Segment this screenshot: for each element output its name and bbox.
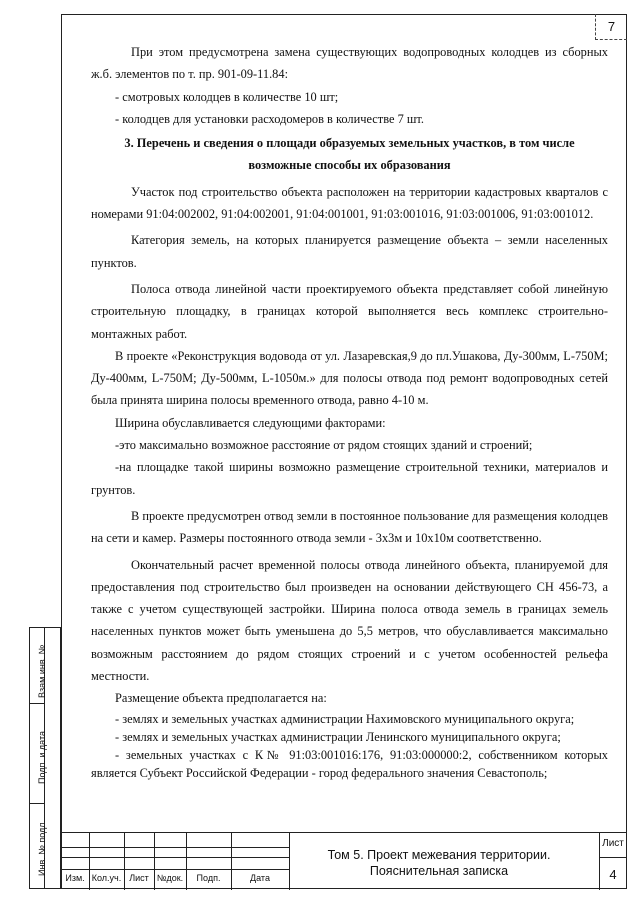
col-list: Лист — [129, 873, 149, 883]
paragraph-project: В проекте «Реконструкция водовода от ул. Лазаревская,9 до пл.Ушакова, Ду-300мм, L-750М; Ду-400мм, L-750М; Ду-500мм, L-1050м.» для полосы отвода под ремонт водопроводных сетей была принята ширина полосы временного отвода, равно 4-10 м. — [91, 348, 608, 408]
paragraph-cadastral: Участок под строительство объекта расположен на территории кадастровых кварталов с номерами 91:04:002002, 91:04:002001, 91:04:001001, 91:03:001016, 91:03:001006, 91:03:001012. — [91, 184, 608, 222]
col-data: Дата — [250, 873, 270, 883]
col-podp: Подп. — [196, 873, 221, 883]
document-title-line1: Том 5. Проект межевания территории. — [327, 848, 551, 862]
stamp-cell-vzam — [30, 628, 45, 704]
paragraph-width-factors: Ширина обуславливается следующими факторами: — [115, 415, 386, 430]
list-item-machinery: -на площадке такой ширины возможно размещение строительной техники, материалов и грунтов. — [91, 460, 608, 497]
paragraph-allotment-strip: Полоса отвода линейной части проектируемого объекта представляет собой линейную строительную площадку, в границах которой выполняется весь комплекс строительно-монтажных работ. — [91, 281, 608, 341]
document-title-line2: Пояснительная записка — [369, 864, 509, 878]
document-body — [91, 41, 608, 782]
paragraph-placement: Размещение объекта предполагается на: — [115, 691, 327, 706]
paragraph-final-calculation: Окончательный расчет временной полосы отвода линейного объекта, планируемой для предоставления под строительство был произведен на основании действующего СН 456-73, а также с учетом существующей застройки. Ширина полоса отвода земель в границах земель населенных пунктов может быть уменьшена до 5,5 метров, что обуславливается максимально возможным расстоянием до рядом стоящих строений и с учетом особенностей рельефа местности. — [91, 557, 608, 684]
page-corner-number: 7 — [595, 14, 627, 40]
list-item-nakhimov: - землях и земельных участках администрации Нахимовского муниципального округа; — [115, 711, 575, 726]
stamp-label-inv: Инв. № подл. — [37, 819, 47, 876]
side-stamp — [29, 627, 61, 889]
stamp-label-vzam: Взам.инв. № — [37, 644, 47, 698]
section-heading: 3. Перечень и сведения о площади образуемых земельных участков, в том числе возможные способы их образования — [124, 136, 575, 173]
col-ndok: №док. — [156, 873, 184, 883]
list-item-parcels: - земельных участках с К№ 91:03:001016:176, 91:03:000000:2, собственником которых является Субъект Российской Федерации - город федерального значения Севастополь; — [91, 747, 608, 780]
paragraph-permanent-use: В проекте предусмотрен отвод земли в постоянное пользование для размещения колодцев на сети и камер. Размеры постоянного отвода земли - 3х3м и 10х10м соответственно. — [91, 508, 608, 546]
list-item-inspection-wells: - смотровых колодцев в количестве 10 шт; — [115, 89, 339, 104]
col-izm: Изм. — [65, 873, 85, 883]
stamp-label-podp: Подп. и дата — [37, 730, 47, 784]
list-item-flowmeter-wells: - колодцев для установки расходомеров в количестве 7 шт. — [115, 111, 424, 126]
col-kol-uch: Кол.уч. — [91, 873, 122, 883]
paragraph-wells-replacement: При этом предусмотрена замена существующих водопроводных колодцев из сборных ж.б. элементов по т. пр. 901-09-11.84: — [91, 45, 608, 82]
list-item-lenin: - землях и земельных участках администрации Ленинского муниципального округа; — [115, 729, 561, 744]
document-title — [289, 847, 589, 879]
title-block — [61, 832, 627, 889]
stamp-cell-inv — [30, 804, 45, 888]
paragraph-land-category: Категория земель, на которых планируется размещение объекта – земли населенных пунктов. — [91, 233, 608, 270]
list-item-distance: -это максимально возможное расстояние от рядом стоящих зданий и строений; — [115, 438, 533, 453]
sheet-label: Лист — [602, 838, 624, 849]
sheet-number: 4 — [609, 867, 617, 882]
stamp-cell-podp — [30, 704, 45, 804]
